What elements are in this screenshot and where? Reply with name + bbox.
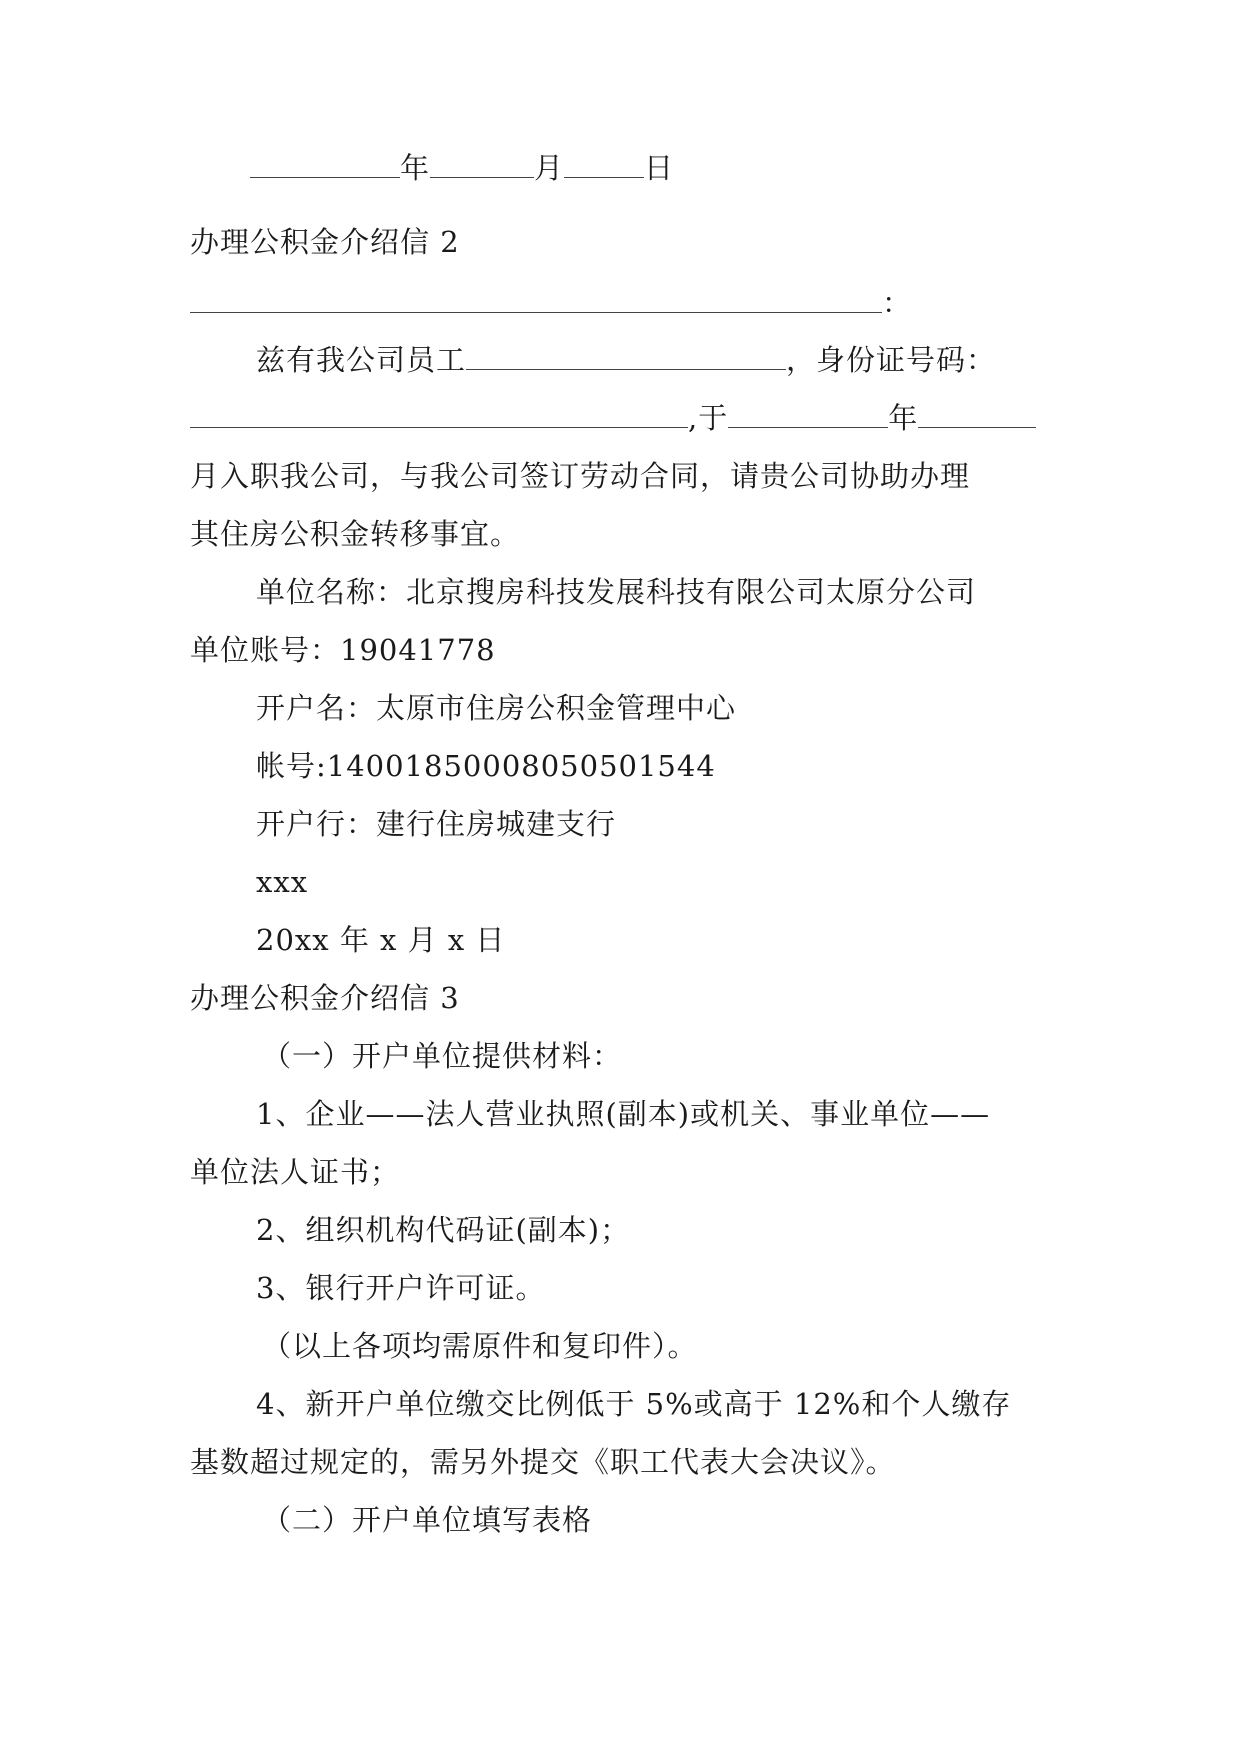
unit-name: 单位名称：北京搜房科技发展科技有限公司太原分公司: [256, 575, 977, 609]
letter2-paragraph-4: 其住房公积金转移事宜。: [190, 517, 521, 551]
item-2: 2、组织机构代码证(副本)；: [256, 1213, 631, 1247]
day-char: 日: [644, 151, 675, 185]
item-4-line-1: 4、新开户单位缴交比例低于 5%或高于 12%和个人缴存: [256, 1387, 1012, 1421]
bank-name: 开户行：建行住房城建支行: [256, 807, 617, 841]
day-blank: [564, 151, 644, 178]
join-month-blank: [918, 401, 1036, 428]
unit-account: 单位账号：19041778: [190, 633, 496, 667]
section-1-heading: （一）开户单位提供材料：: [262, 1039, 623, 1073]
section-2-heading: （二）开户单位填写表格: [262, 1503, 593, 1537]
letter2-date: 20xx 年 x 月 x 日: [256, 923, 506, 957]
join-year-char: 年: [888, 401, 919, 435]
item-3: 3、银行开户许可证。: [256, 1271, 546, 1305]
year-char: 年: [400, 151, 431, 185]
account-name: 开户名：太原市住房公积金管理中心: [256, 691, 737, 725]
letter2-paragraph-2: [190, 398, 1036, 438]
letter3-title: 办理公积金介绍信 3: [190, 981, 460, 1015]
letter2-paragraph-1: [256, 340, 996, 380]
addressee-blank: [190, 286, 882, 313]
on-text: ,于: [688, 401, 729, 435]
item-4-line-2: 基数超过规定的，需另外提交《职工代表大会决议》。: [190, 1445, 896, 1479]
join-year-blank: [728, 401, 888, 428]
employee-text: 兹有我公司员工: [256, 343, 467, 377]
id-label: ，身份证号码：: [786, 343, 997, 377]
item-1-line-1: 1、企业——法人营业执照(副本)或机关、事业单位——: [256, 1097, 991, 1131]
letter2-title: 办理公积金介绍信 2: [190, 225, 460, 259]
addressee-colon: ：: [882, 286, 913, 320]
item-1-line-2: 单位法人证书；: [190, 1155, 401, 1189]
signer: xxx: [256, 865, 309, 899]
month-char: 月: [534, 151, 565, 185]
note: （以上各项均需原件和复印件）。: [262, 1329, 698, 1363]
id-number-blank: [190, 401, 688, 428]
letter2-paragraph-3: 月入职我公司，与我公司签订劳动合同，请贵公司协助办理: [190, 459, 971, 493]
prev-date-line: [250, 148, 674, 188]
employee-name-blank: [466, 343, 786, 370]
account-number: 帐号:14001850008050501544: [256, 749, 716, 783]
month-blank: [430, 151, 534, 178]
addressee-line: [190, 283, 912, 323]
year-blank: [250, 151, 400, 178]
